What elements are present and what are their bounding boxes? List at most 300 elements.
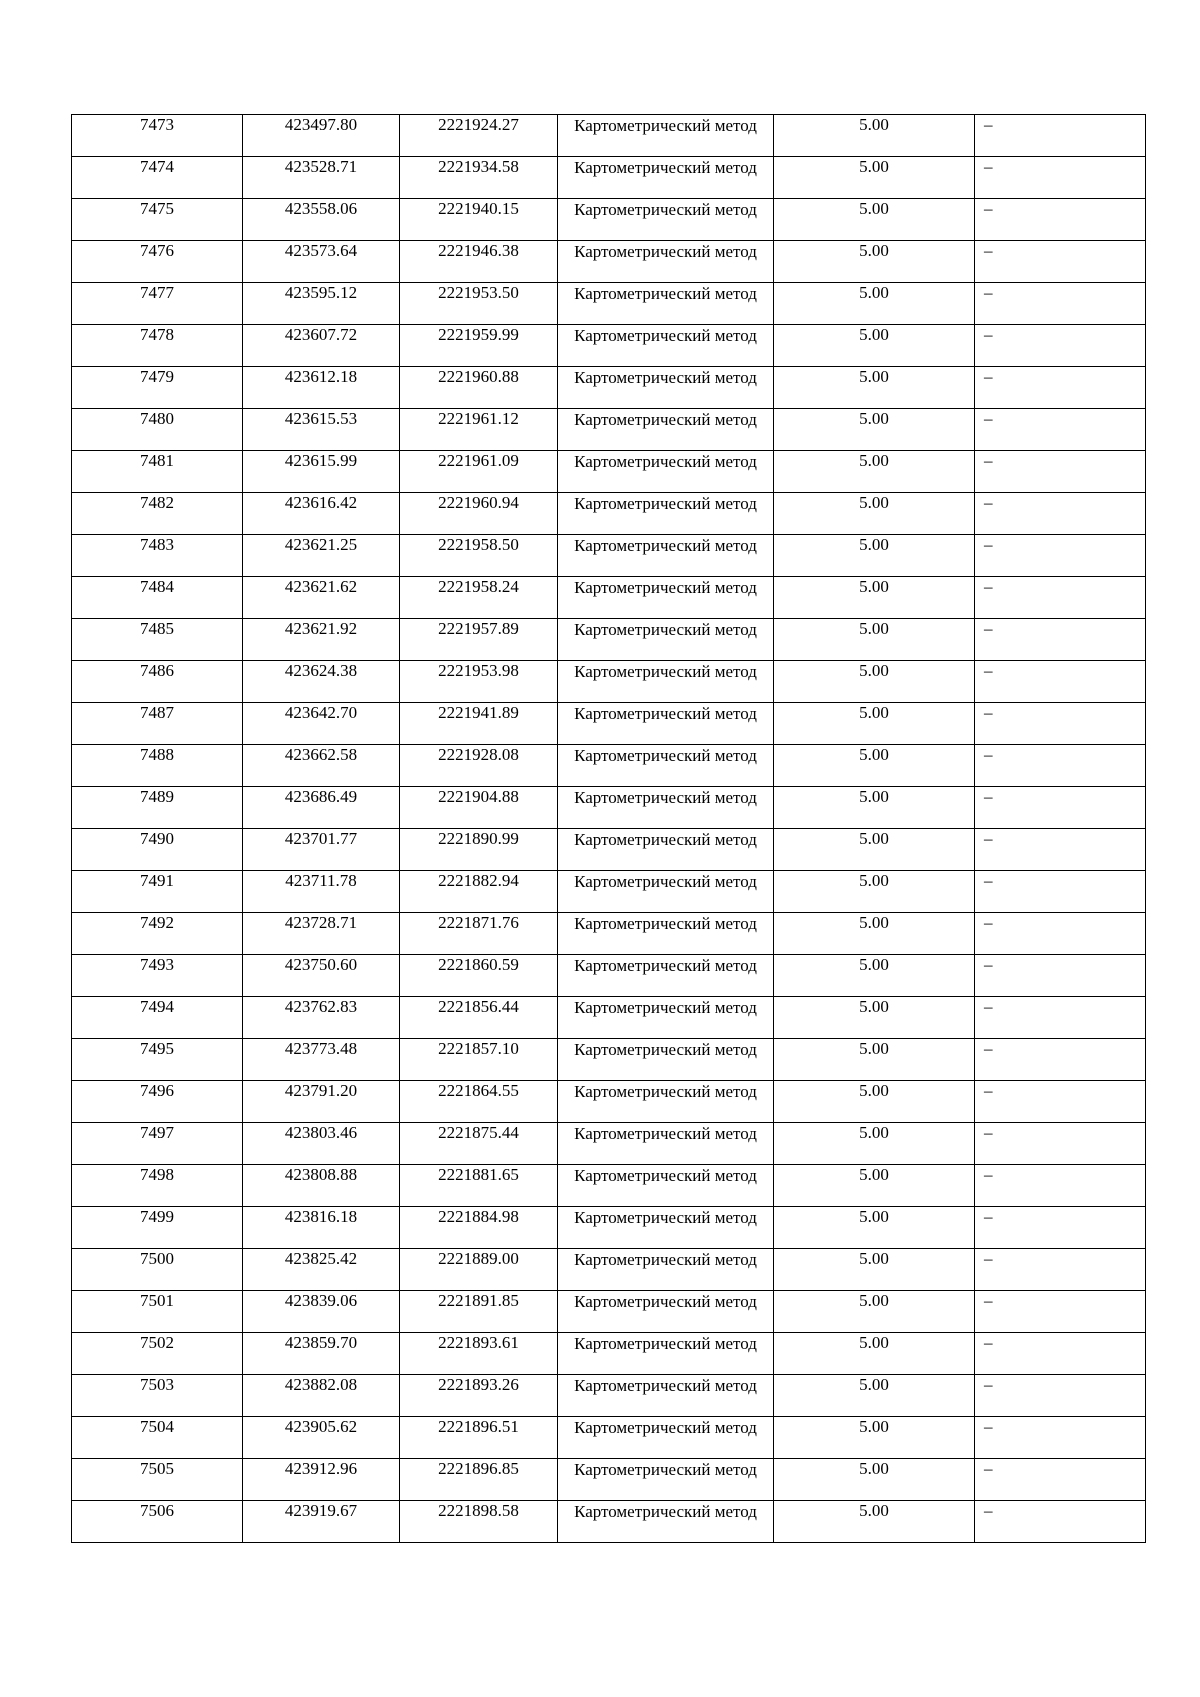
table-row [72, 115, 1146, 157]
accuracy-cell [774, 703, 975, 745]
x-coordinate-cell-text: 423612.18 [284, 367, 358, 386]
accuracy-cell [774, 955, 975, 997]
x-coordinate-cell [243, 1081, 400, 1123]
description-cell [975, 283, 1146, 325]
point-number-cell [72, 535, 243, 577]
description-cell-text: – [984, 1081, 993, 1100]
point-number-cell [72, 283, 243, 325]
point-number-cell [72, 1333, 243, 1375]
y-coordinate-cell-text: 2221896.85 [438, 1459, 519, 1478]
point-number-cell [72, 493, 243, 535]
description-cell [975, 1333, 1146, 1375]
y-coordinate-cell-text: 2221856.44 [438, 997, 519, 1016]
point-number-cell-text: 7480 [140, 409, 174, 428]
y-coordinate-cell-text: 2221953.98 [438, 661, 519, 680]
y-coordinate-cell-text: 2221893.61 [438, 1333, 519, 1352]
description-cell [975, 1123, 1146, 1165]
method-cell [558, 241, 774, 283]
y-coordinate-cell-text: 2221857.10 [438, 1039, 519, 1058]
method-cell [558, 703, 774, 745]
method-cell-text: Картометрический метод [574, 368, 757, 387]
accuracy-cell-text: 5.00 [859, 1501, 889, 1520]
method-cell-text: Картометрический метод [574, 998, 757, 1017]
method-cell-text: Картометрический метод [574, 1502, 757, 1521]
point-number-cell [72, 703, 243, 745]
x-coordinate-cell [243, 1459, 400, 1501]
point-number-cell [72, 1375, 243, 1417]
method-cell-text: Картометрический метод [574, 1418, 757, 1437]
x-coordinate-cell-text: 423624.38 [284, 661, 358, 680]
x-coordinate-cell [243, 955, 400, 997]
point-number-cell-text: 7488 [140, 745, 174, 764]
accuracy-cell [774, 493, 975, 535]
description-cell [975, 661, 1146, 703]
y-coordinate-cell-text: 2221958.24 [438, 577, 519, 596]
accuracy-cell-text: 5.00 [859, 745, 889, 764]
description-cell [975, 997, 1146, 1039]
x-coordinate-cell [243, 493, 400, 535]
y-coordinate-cell [400, 745, 558, 787]
description-cell-text: – [984, 703, 993, 722]
table-row [72, 955, 1146, 997]
table-row [72, 199, 1146, 241]
accuracy-cell [774, 1333, 975, 1375]
y-coordinate-cell [400, 493, 558, 535]
description-cell [975, 199, 1146, 241]
y-coordinate-cell [400, 787, 558, 829]
y-coordinate-cell [400, 1081, 558, 1123]
table-row [72, 913, 1146, 955]
y-coordinate-cell [400, 1333, 558, 1375]
accuracy-cell-text: 5.00 [859, 115, 889, 134]
method-cell-text: Картометрический метод [574, 620, 757, 639]
x-coordinate-cell-text: 423882.08 [284, 1375, 358, 1394]
description-cell [975, 241, 1146, 283]
method-cell-text: Картометрический метод [574, 200, 757, 219]
accuracy-cell [774, 871, 975, 913]
method-cell [558, 535, 774, 577]
point-number-cell [72, 1207, 243, 1249]
x-coordinate-cell [243, 661, 400, 703]
point-number-cell [72, 745, 243, 787]
accuracy-cell [774, 787, 975, 829]
y-coordinate-cell-text: 2221889.00 [438, 1249, 519, 1268]
description-cell [975, 325, 1146, 367]
point-number-cell-text: 7500 [140, 1249, 174, 1268]
y-coordinate-cell [400, 703, 558, 745]
method-cell [558, 325, 774, 367]
x-coordinate-cell [243, 157, 400, 199]
x-coordinate-cell [243, 1207, 400, 1249]
method-cell-text: Картометрический метод [574, 494, 757, 513]
point-number-cell-text: 7503 [140, 1375, 174, 1394]
accuracy-cell-text: 5.00 [859, 703, 889, 722]
point-number-cell-text: 7502 [140, 1333, 174, 1352]
y-coordinate-cell [400, 1417, 558, 1459]
y-coordinate-cell [400, 871, 558, 913]
x-coordinate-cell-text: 423701.77 [284, 829, 358, 848]
accuracy-cell-text: 5.00 [859, 1249, 889, 1268]
description-cell [975, 1207, 1146, 1249]
accuracy-cell [774, 577, 975, 619]
method-cell-text: Картометрический метод [574, 1166, 757, 1185]
point-number-cell [72, 1459, 243, 1501]
x-coordinate-cell-text: 423773.48 [284, 1039, 358, 1058]
x-coordinate-cell [243, 997, 400, 1039]
point-number-cell-text: 7473 [140, 115, 174, 134]
point-number-cell [72, 115, 243, 157]
point-number-cell-text: 7494 [140, 997, 174, 1016]
point-number-cell [72, 829, 243, 871]
accuracy-cell [774, 619, 975, 661]
description-cell-text: – [984, 157, 993, 176]
table-row [72, 535, 1146, 577]
point-number-cell [72, 1081, 243, 1123]
method-cell-text: Картометрический метод [574, 872, 757, 891]
point-number-cell [72, 619, 243, 661]
description-cell [975, 157, 1146, 199]
y-coordinate-cell-text: 2221893.26 [438, 1375, 519, 1394]
accuracy-cell-text: 5.00 [859, 367, 889, 386]
accuracy-cell [774, 1081, 975, 1123]
y-coordinate-cell [400, 1501, 558, 1543]
method-cell-text: Картометрический метод [574, 1292, 757, 1311]
point-number-cell [72, 1165, 243, 1207]
method-cell-text: Картометрический метод [574, 578, 757, 597]
y-coordinate-cell [400, 1291, 558, 1333]
accuracy-cell-text: 5.00 [859, 787, 889, 806]
x-coordinate-cell [243, 1165, 400, 1207]
method-cell-text: Картометрический метод [574, 704, 757, 723]
accuracy-cell-text: 5.00 [859, 493, 889, 512]
table-row [72, 283, 1146, 325]
y-coordinate-cell [400, 997, 558, 1039]
x-coordinate-cell-text: 423616.42 [284, 493, 358, 512]
x-coordinate-cell-text: 423615.99 [284, 451, 358, 470]
accuracy-cell [774, 1459, 975, 1501]
y-coordinate-cell-text: 2221904.88 [438, 787, 519, 806]
accuracy-cell-text: 5.00 [859, 1039, 889, 1058]
y-coordinate-cell-text: 2221953.50 [438, 283, 519, 302]
table-row [72, 409, 1146, 451]
accuracy-cell-text: 5.00 [859, 283, 889, 302]
x-coordinate-cell-text: 423803.46 [284, 1123, 358, 1142]
table-row [72, 787, 1146, 829]
point-number-cell-text: 7486 [140, 661, 174, 680]
x-coordinate-cell [243, 1417, 400, 1459]
method-cell [558, 787, 774, 829]
accuracy-cell-text: 5.00 [859, 1291, 889, 1310]
point-number-cell-text: 7490 [140, 829, 174, 848]
description-cell-text: – [984, 955, 993, 974]
y-coordinate-cell [400, 451, 558, 493]
x-coordinate-cell [243, 367, 400, 409]
method-cell [558, 1081, 774, 1123]
point-number-cell-text: 7487 [140, 703, 174, 722]
method-cell-text: Картометрический метод [574, 1040, 757, 1059]
table-row [72, 871, 1146, 913]
x-coordinate-cell [243, 1291, 400, 1333]
y-coordinate-cell [400, 1039, 558, 1081]
description-cell [975, 829, 1146, 871]
method-cell-text: Картометрический метод [574, 536, 757, 555]
description-cell [975, 1291, 1146, 1333]
method-cell-text: Картометрический метод [574, 1208, 757, 1227]
y-coordinate-cell [400, 325, 558, 367]
x-coordinate-cell [243, 241, 400, 283]
method-cell-text: Картометрический метод [574, 1082, 757, 1101]
method-cell [558, 619, 774, 661]
method-cell-text: Картометрический метод [574, 158, 757, 177]
table-row [72, 829, 1146, 871]
description-cell [975, 577, 1146, 619]
table-row [72, 997, 1146, 1039]
accuracy-cell-text: 5.00 [859, 1459, 889, 1478]
accuracy-cell-text: 5.00 [859, 871, 889, 890]
description-cell-text: – [984, 241, 993, 260]
x-coordinate-cell-text: 423825.42 [284, 1249, 358, 1268]
accuracy-cell [774, 367, 975, 409]
method-cell [558, 1501, 774, 1543]
description-cell [975, 1417, 1146, 1459]
method-cell-text: Картометрический метод [574, 410, 757, 429]
accuracy-cell [774, 1123, 975, 1165]
x-coordinate-cell-text: 423642.70 [284, 703, 358, 722]
point-number-cell-text: 7491 [140, 871, 174, 890]
point-number-cell [72, 1291, 243, 1333]
point-number-cell [72, 1417, 243, 1459]
description-cell [975, 1249, 1146, 1291]
method-cell [558, 283, 774, 325]
y-coordinate-cell-text: 2221875.44 [438, 1123, 519, 1142]
x-coordinate-cell [243, 1501, 400, 1543]
description-cell-text: – [984, 367, 993, 386]
y-coordinate-cell-text: 2221959.99 [438, 325, 519, 344]
y-coordinate-cell [400, 115, 558, 157]
x-coordinate-cell-text: 423595.12 [284, 283, 358, 302]
table-row [72, 661, 1146, 703]
method-cell-text: Картометрический метод [574, 1250, 757, 1269]
y-coordinate-cell-text: 2221896.51 [438, 1417, 519, 1436]
description-cell [975, 745, 1146, 787]
x-coordinate-cell [243, 199, 400, 241]
method-cell [558, 199, 774, 241]
description-cell [975, 409, 1146, 451]
point-number-cell-text: 7499 [140, 1207, 174, 1226]
accuracy-cell [774, 409, 975, 451]
y-coordinate-cell [400, 157, 558, 199]
method-cell [558, 1417, 774, 1459]
y-coordinate-cell-text: 2221934.58 [438, 157, 519, 176]
table-row [72, 1291, 1146, 1333]
accuracy-cell [774, 1291, 975, 1333]
method-cell-text: Картометрический метод [574, 1124, 757, 1143]
description-cell [975, 367, 1146, 409]
y-coordinate-cell-text: 2221891.85 [438, 1291, 519, 1310]
table-row [72, 1501, 1146, 1543]
description-cell-text: – [984, 409, 993, 428]
y-coordinate-cell-text: 2221881.65 [438, 1165, 519, 1184]
point-number-cell [72, 997, 243, 1039]
y-coordinate-cell [400, 1375, 558, 1417]
x-coordinate-cell-text: 423728.71 [284, 913, 358, 932]
accuracy-cell-text: 5.00 [859, 157, 889, 176]
y-coordinate-cell-text: 2221960.94 [438, 493, 519, 512]
y-coordinate-cell [400, 283, 558, 325]
y-coordinate-cell-text: 2221884.98 [438, 1207, 519, 1226]
accuracy-cell [774, 997, 975, 1039]
point-number-cell-text: 7483 [140, 535, 174, 554]
x-coordinate-cell [243, 451, 400, 493]
method-cell [558, 157, 774, 199]
description-cell-text: – [984, 199, 993, 218]
method-cell [558, 955, 774, 997]
method-cell [558, 493, 774, 535]
y-coordinate-cell-text: 2221882.94 [438, 871, 519, 890]
point-number-cell-text: 7482 [140, 493, 174, 512]
x-coordinate-cell-text: 423558.06 [284, 199, 358, 218]
y-coordinate-cell-text: 2221958.50 [438, 535, 519, 554]
method-cell [558, 997, 774, 1039]
accuracy-cell [774, 1039, 975, 1081]
y-coordinate-cell [400, 199, 558, 241]
point-number-cell-text: 7505 [140, 1459, 174, 1478]
x-coordinate-cell-text: 423528.71 [284, 157, 358, 176]
description-cell [975, 955, 1146, 997]
accuracy-cell-text: 5.00 [859, 409, 889, 428]
point-number-cell-text: 7504 [140, 1417, 174, 1436]
point-number-cell [72, 325, 243, 367]
accuracy-cell [774, 913, 975, 955]
method-cell-text: Картометрический метод [574, 914, 757, 933]
method-cell [558, 577, 774, 619]
description-cell-text: – [984, 535, 993, 554]
x-coordinate-cell [243, 787, 400, 829]
description-cell-text: – [984, 1207, 993, 1226]
description-cell-text: – [984, 1459, 993, 1478]
accuracy-cell-text: 5.00 [859, 1333, 889, 1352]
y-coordinate-cell-text: 2221957.89 [438, 619, 519, 638]
x-coordinate-cell [243, 115, 400, 157]
accuracy-cell-text: 5.00 [859, 451, 889, 470]
x-coordinate-cell [243, 325, 400, 367]
x-coordinate-cell-text: 423662.58 [284, 745, 358, 764]
accuracy-cell [774, 1207, 975, 1249]
accuracy-cell [774, 1165, 975, 1207]
point-number-cell-text: 7498 [140, 1165, 174, 1184]
y-coordinate-cell-text: 2221871.76 [438, 913, 519, 932]
description-cell [975, 913, 1146, 955]
table-row [72, 619, 1146, 661]
x-coordinate-cell [243, 829, 400, 871]
description-cell-text: – [984, 745, 993, 764]
method-cell-text: Картометрический метод [574, 1376, 757, 1395]
x-coordinate-cell-text: 423497.80 [284, 115, 358, 134]
accuracy-cell-text: 5.00 [859, 1207, 889, 1226]
description-cell-text: – [984, 1417, 993, 1436]
description-cell [975, 1459, 1146, 1501]
accuracy-cell [774, 829, 975, 871]
method-cell-text: Картометрический метод [574, 662, 757, 681]
x-coordinate-cell [243, 1375, 400, 1417]
x-coordinate-cell-text: 423621.92 [284, 619, 358, 638]
y-coordinate-cell-text: 2221961.12 [438, 409, 519, 428]
description-cell-text: – [984, 787, 993, 806]
description-cell [975, 451, 1146, 493]
point-number-cell-text: 7492 [140, 913, 174, 932]
x-coordinate-cell-text: 423573.64 [284, 241, 358, 260]
description-cell-text: – [984, 493, 993, 512]
table-row [72, 1375, 1146, 1417]
accuracy-cell [774, 535, 975, 577]
description-cell [975, 535, 1146, 577]
accuracy-cell [774, 283, 975, 325]
description-cell-text: – [984, 661, 993, 680]
method-cell [558, 1459, 774, 1501]
description-cell [975, 115, 1146, 157]
table-row [72, 1333, 1146, 1375]
accuracy-cell [774, 1375, 975, 1417]
table-row [72, 367, 1146, 409]
description-cell-text: – [984, 913, 993, 932]
accuracy-cell-text: 5.00 [859, 1417, 889, 1436]
x-coordinate-cell-text: 423762.83 [284, 997, 358, 1016]
method-cell-text: Картометрический метод [574, 452, 757, 471]
point-number-cell-text: 7485 [140, 619, 174, 638]
method-cell [558, 1333, 774, 1375]
y-coordinate-cell [400, 661, 558, 703]
description-cell-text: – [984, 1249, 993, 1268]
accuracy-cell-text: 5.00 [859, 1123, 889, 1142]
y-coordinate-cell [400, 409, 558, 451]
accuracy-cell [774, 661, 975, 703]
table-row [72, 703, 1146, 745]
method-cell [558, 913, 774, 955]
accuracy-cell [774, 1249, 975, 1291]
point-number-cell [72, 661, 243, 703]
description-cell-text: – [984, 325, 993, 344]
table-row [72, 1207, 1146, 1249]
table-row [72, 1123, 1146, 1165]
table-row [72, 493, 1146, 535]
method-cell [558, 1207, 774, 1249]
method-cell [558, 1291, 774, 1333]
point-number-cell [72, 199, 243, 241]
y-coordinate-cell [400, 955, 558, 997]
point-number-cell-text: 7493 [140, 955, 174, 974]
y-coordinate-cell-text: 2221898.58 [438, 1501, 519, 1520]
point-number-cell [72, 409, 243, 451]
accuracy-cell [774, 115, 975, 157]
point-number-cell [72, 1249, 243, 1291]
x-coordinate-cell [243, 913, 400, 955]
method-cell [558, 1123, 774, 1165]
method-cell-text: Картометрический метод [574, 242, 757, 261]
x-coordinate-cell-text: 423816.18 [284, 1207, 358, 1226]
x-coordinate-cell-text: 423859.70 [284, 1333, 358, 1352]
method-cell [558, 1375, 774, 1417]
x-coordinate-cell [243, 745, 400, 787]
table-row [72, 157, 1146, 199]
x-coordinate-cell [243, 409, 400, 451]
description-cell-text: – [984, 871, 993, 890]
table-row [72, 451, 1146, 493]
description-cell-text: – [984, 1501, 993, 1520]
x-coordinate-cell-text: 423615.53 [284, 409, 358, 428]
x-coordinate-cell-text: 423791.20 [284, 1081, 358, 1100]
point-number-cell-text: 7501 [140, 1291, 174, 1310]
accuracy-cell-text: 5.00 [859, 619, 889, 638]
